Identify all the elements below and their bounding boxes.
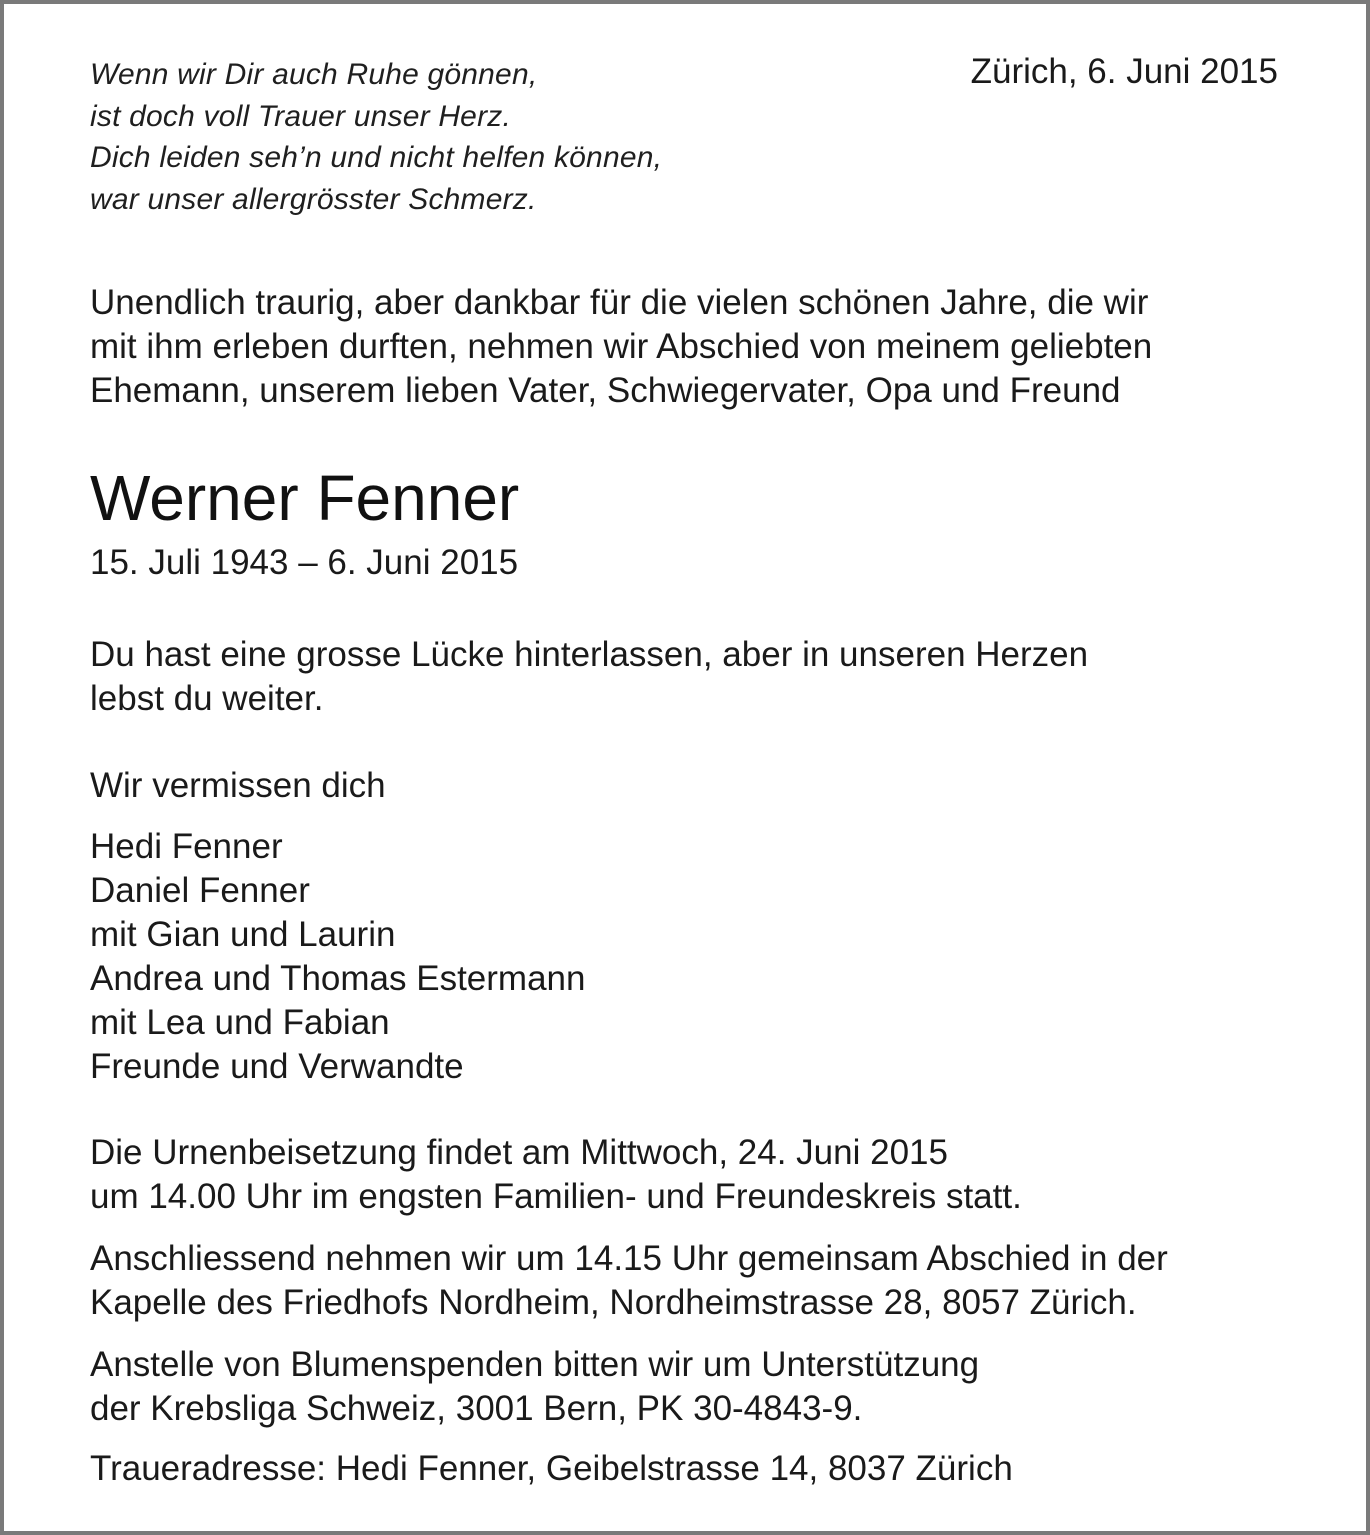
- lifespan-dates: [90, 541, 518, 585]
- mourner-entry: Hedi Fenner: [90, 827, 283, 866]
- tribute-paragraph: [90, 633, 1088, 721]
- donation-line: der Krebsliga Schweiz, 3001 Bern, PK 30-4843-9.: [90, 1389, 863, 1428]
- mourner-entry: mit Lea und Fabian: [90, 1003, 390, 1042]
- miss-you-line: [90, 764, 386, 808]
- intro-line: Ehemann, unserem lieben Vater, Schwiegervater, Opa und Freund: [90, 371, 1121, 410]
- poem: [90, 54, 662, 220]
- intro-line: mit ihm erleben durften, nehmen wir Abschied von meinem geliebten: [90, 327, 1153, 366]
- farewell-line: Anschliessend nehmen wir um 14.15 Uhr gemeinsam Abschied in der: [90, 1239, 1168, 1278]
- tribute-line: Du hast eine grosse Lücke hinterlassen, aber in unseren Herzen: [90, 635, 1089, 674]
- intro-paragraph: [90, 281, 1152, 413]
- poem-line: war unser allergrösster Schmerz.: [90, 182, 537, 216]
- miss-you-text: Wir vermissen dich: [90, 766, 386, 805]
- mourner-entry: Andrea und Thomas Estermann: [90, 959, 586, 998]
- poem-line: ist doch voll Trauer unser Herz.: [90, 99, 511, 133]
- dateline: Zürich, 6. Juni 2015: [970, 52, 1278, 91]
- burial-line: Die Urnenbeisetzung findet am Mittwoch, 24. Juni 2015: [90, 1133, 948, 1172]
- donation-info: [90, 1343, 979, 1431]
- farewell-line: Kapelle des Friedhofs Nordheim, Nordheimstrasse 28, 8057 Zürich.: [90, 1283, 1137, 1322]
- intro-line: Unendlich traurig, aber dankbar für die vielen schönen Jahre, die wir: [90, 283, 1149, 322]
- burial-info: [90, 1131, 1022, 1219]
- lifespan-text: 15. Juli 1943 – 6. Juni 2015: [90, 543, 519, 582]
- burial-line: um 14.00 Uhr im engsten Familien- und Freundeskreis statt.: [90, 1177, 1022, 1216]
- tribute-line: lebst du weiter.: [90, 679, 324, 718]
- mourner-entry: mit Gian und Laurin: [90, 915, 396, 954]
- mourner-entry: Daniel Fenner: [90, 871, 310, 910]
- deceased-name: Werner Fenner: [90, 462, 520, 534]
- poem-line: Dich leiden seh’n und nicht helfen können,: [90, 141, 663, 174]
- mourner-entry: Freunde und Verwandte: [90, 1047, 464, 1086]
- poem-line: Wenn wir Dir auch Ruhe gönnen,: [90, 58, 538, 91]
- mourning-address-text: Traueradresse: Hedi Fenner, Geibelstrasse 14, 8037 Zürich: [90, 1449, 1013, 1488]
- mourners-list: [90, 825, 585, 1089]
- farewell-info: [90, 1237, 1168, 1325]
- mourning-address: [90, 1447, 1013, 1491]
- donation-line: Anstelle von Blumenspenden bitten wir um Unterstützung: [90, 1345, 980, 1384]
